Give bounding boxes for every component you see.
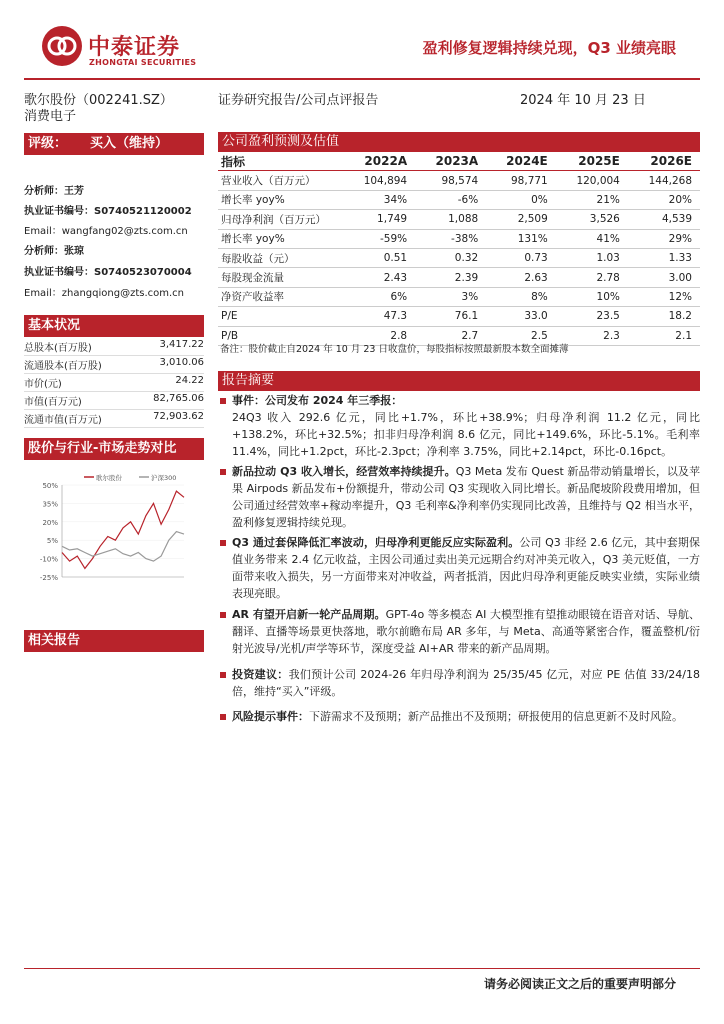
table-cell: 0% [486, 190, 556, 209]
basic-row: 流通市值(百万元) 72,903.62 [24, 411, 204, 426]
table-cell: 33.0 [486, 307, 556, 326]
report-type: 证券研究报告/公司点评报告 [218, 93, 379, 108]
analyst-2-email[interactable]: Email：zhangqiong@zts.com.cn [24, 288, 185, 299]
table-cell: 12% [628, 287, 700, 306]
rating-bar [24, 133, 204, 155]
table-cell: 2.7 [415, 326, 486, 345]
table-cell: 20% [628, 190, 700, 209]
table-row [218, 190, 700, 209]
brand-name-en: ZHONGTAI SECURITIES [89, 58, 197, 67]
table-cell: 1,088 [415, 210, 486, 229]
table-cell: 29% [628, 229, 700, 248]
rating-value: 买入（维持） [90, 136, 169, 151]
bullet-icon [220, 469, 226, 475]
summary-item: 风险提示事件：下游需求不及预期；新产品推出不及预期；研报使用的信息更新不及时风险。 [232, 710, 683, 723]
table-cell: 98,771 [486, 171, 556, 190]
header-divider [24, 78, 700, 80]
table-cell: -38% [415, 229, 486, 248]
table-cell: 2.39 [415, 268, 486, 287]
table-cell: 34% [343, 190, 415, 209]
table-cell: 3% [415, 287, 486, 306]
report-headline: 盈利修复逻辑持续兑现，Q3 业绩亮眼 [422, 39, 676, 57]
trend-chart [24, 465, 204, 597]
basic-row: 流通股本(百万股) 3,010.06 [24, 357, 204, 372]
footer-disclaimer: 请务必阅读正文之后的重要声明部分 [483, 977, 676, 991]
summary-item: 事件：公司发布 2024 年三季报： 24Q3 收入 292.6 亿元，同比+1.7%，环比+38.9%；归母净利润 11.2 亿元，同比+138.2%，环比+32.5%；扣非归母净利润 8.6 亿元，同比+149.6%，环比-5.1%。毛利率 11.4%，同比+1.2pct，环比-2.3pct；净利率 3.75%，同比+2.14pct，环比-0.16pct。 [232, 394, 700, 458]
analyst-2-cert: 执业证书编号：S0740523070004 [24, 267, 192, 278]
table-cell: 131% [486, 229, 556, 248]
analyst-1-email[interactable]: Email：wangfang02@zts.com.cn [24, 226, 188, 237]
table-cell: 增长率 yoy% [218, 190, 343, 209]
table-row [218, 268, 700, 287]
table-cell: 10% [556, 287, 628, 306]
table-cell: 3,526 [556, 210, 628, 229]
table-cell: 120,004 [556, 171, 628, 190]
table-cell: 营业收入（百万元） [218, 171, 343, 190]
table-cell: 1,749 [343, 210, 415, 229]
table-cell: 41% [556, 229, 628, 248]
report-date: 2024 年 10 月 23 日 [520, 93, 646, 108]
table-cell: 2023A [415, 152, 486, 171]
summary-item: AR 有望开启新一轮产品周期。GPT-4o 等多模态 AI 大模型推有望推动眼镜在语音对话、导航、翻译、直播等场景更快落地，歌尔前瞻布局 AR 多年，与 Meta、高通等紧密合作，覆盖整机/衍射光波导/光机/声学等环节，深度受益 AI+AR 带来的新产品周期。 [232, 608, 700, 655]
table-cell: 2.43 [343, 268, 415, 287]
analyst-1-cert: 执业证书编号：S0740521120002 [24, 206, 192, 217]
table-cell: 104,894 [343, 171, 415, 190]
table-cell: 0.73 [486, 248, 556, 267]
forecast-title: 公司盈利预测及估值 [218, 132, 700, 152]
table-cell: 4,539 [628, 210, 700, 229]
table-cell: 每股现金流量 [218, 268, 343, 287]
brand-name-cn: 中泰证券 [88, 35, 181, 60]
forecast-table [218, 152, 700, 346]
basic-info-title: 基本状况 [24, 315, 204, 337]
analyst-2-name: 分析师：张琼 [24, 246, 84, 257]
table-row [218, 210, 700, 229]
y-tick-label: 20% [42, 518, 58, 527]
legend-label: 沪深300 [151, 474, 177, 482]
table-cell: 2.5 [486, 326, 556, 345]
table-cell: 2.63 [486, 268, 556, 287]
table-cell: 18.2 [628, 307, 700, 326]
y-tick-label: -25% [39, 574, 58, 582]
related-reports-title: 相关报告 [24, 630, 204, 652]
table-cell: 2024E [486, 152, 556, 171]
stock-name: 歌尔股份（002241.SZ） [24, 93, 173, 108]
series-line-1 [62, 532, 184, 562]
table-cell: 2.8 [343, 326, 415, 345]
table-cell: 8% [486, 287, 556, 306]
table-cell: -59% [343, 229, 415, 248]
basic-row: 市值(百万元) 82,765.06 [24, 393, 204, 408]
table-cell: 6% [343, 287, 415, 306]
logo-icon [42, 26, 82, 66]
table-cell: 1.03 [556, 248, 628, 267]
table-cell: 1.33 [628, 248, 700, 267]
bullet-icon [220, 612, 226, 618]
table-cell: 2.3 [556, 326, 628, 345]
y-tick-label: 5% [46, 537, 58, 546]
table-row [218, 307, 700, 326]
table-cell: -6% [415, 190, 486, 209]
basic-row: 市价(元) 24.22 [24, 375, 204, 390]
summary-item: 投资建议：我们预计公司 2024-26 年归母净利润为 25/35/45 亿元，对应 PE 估值 33/24/18 倍，维持“买入”评级。 [232, 668, 701, 698]
rating-label: 评级： [28, 136, 68, 151]
table-cell: 2.78 [556, 268, 628, 287]
table-cell: 0.51 [343, 248, 415, 267]
table-cell: 净资产收益率 [218, 287, 343, 306]
table-row [218, 248, 700, 267]
summary-item: Q3 通过套保降低汇率波动，归母净利更能反应实际盈利。公司 Q3 非经 2.6 亿元，其中套期保值业务带来 2.4 亿元收益，主因公司通过卖出美元远期合约对冲美元收入，Q3 美元贬值，一方面带来收入损失，另一方面带来对冲收益，两者抵消，因此归母净利更能反映实业绩，实际业绩表现亮眼。 [232, 536, 700, 600]
table-cell: 3.00 [628, 268, 700, 287]
table-cell: P/E [218, 307, 343, 326]
bullet-icon [220, 714, 226, 720]
bullet-icon [220, 398, 226, 404]
table-cell: 21% [556, 190, 628, 209]
basic-row: 总股本(百万股) 3,417.22 [24, 339, 204, 354]
table-cell: 23.5 [556, 307, 628, 326]
table-cell: 每股收益（元） [218, 248, 343, 267]
table-cell: P/B [218, 326, 343, 345]
legend-label: 歌尔股份 [96, 474, 122, 482]
table-cell: 47.3 [343, 307, 415, 326]
table-row [218, 229, 700, 248]
table-cell: 归母净利润（百万元） [218, 210, 343, 229]
trend-title: 股价与行业-市场走势对比 [24, 438, 204, 460]
y-tick-label: -10% [39, 555, 58, 564]
table-cell: 0.32 [415, 248, 486, 267]
table-cell: 76.1 [415, 307, 486, 326]
table-cell: 2,509 [486, 210, 556, 229]
industry: 消费电子 [24, 109, 77, 124]
y-tick-label: 35% [42, 500, 58, 509]
table-row [218, 171, 700, 190]
summary-item: 新品拉动 Q3 收入增长，经营效率持续提升。Q3 Meta 发布 Quest 新品带动销量增长，以及苹果 Airpods 新品发布+份额提升，带动公司 Q3 实现收入同比增长。新品爬坡阶段费用增加，但公司通过经营效率+稼动率提升，Q3 毛利率&净利率仍实现同比改善，且维持与 Q2 相当水平，盈利修复逻辑持续兑现。 [232, 465, 700, 529]
analyst-1-name: 分析师：王芳 [24, 186, 84, 197]
table-cell: 2.1 [628, 326, 700, 345]
table-cell: 2026E [628, 152, 700, 171]
bullet-icon [220, 672, 226, 678]
table-cell: 2025E [556, 152, 628, 171]
bullet-icon [220, 540, 226, 546]
y-tick-label: 50% [42, 482, 58, 490]
footer-divider [24, 968, 700, 969]
series-line-0 [62, 491, 184, 568]
summary-title: 报告摘要 [218, 371, 700, 391]
table-cell: 指标 [218, 152, 343, 171]
forecast-note: 备注：股价截止自2024 年 10 月 23 日收盘价，每股指标按照最新股本数全面摊薄 [220, 344, 569, 355]
table-row [218, 287, 700, 306]
table-cell: 2022A [343, 152, 415, 171]
table-cell: 增长率 yoy% [218, 229, 343, 248]
table-cell: 144,268 [628, 171, 700, 190]
table-cell: 98,574 [415, 171, 486, 190]
table-header [218, 152, 700, 171]
